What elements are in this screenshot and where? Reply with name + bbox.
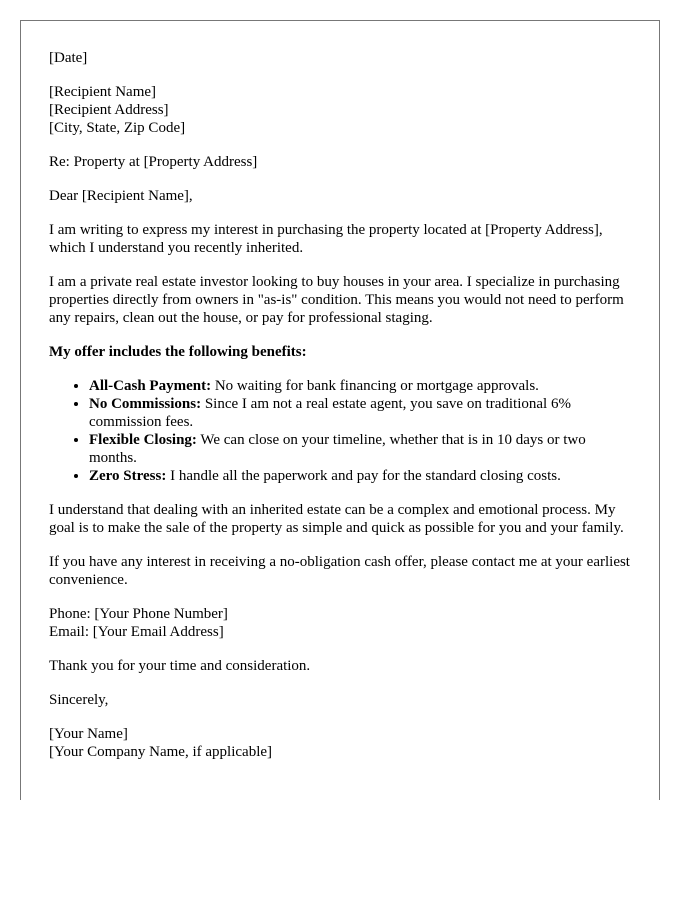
recipient-name: [Recipient Name] — [49, 84, 157, 100]
benefit-item — [89, 395, 631, 431]
recipient-address: [Recipient Address] — [49, 102, 169, 118]
signature-block — [49, 725, 631, 761]
benefit-item — [89, 377, 631, 395]
contact-phone: Phone: [Your Phone Number] — [49, 606, 228, 622]
investor-paragraph: I am a private real estate investor looking to buy houses in your area. I specialize in purchasing properties directly from owners in "as-is" condition. This means you would not need to perform any repairs, clean out the house, or pay for professional staging. — [49, 274, 624, 326]
closing-line: Sincerely, — [49, 692, 109, 708]
benefit-text: Since I am not a real estate agent, you save on traditional 6% commission fees. — [89, 396, 571, 430]
letter-date: [Date] — [49, 50, 88, 66]
benefit-text: No waiting for bank financing or mortgage approvals. — [211, 378, 539, 394]
salutation: Dear [Recipient Name], — [49, 188, 193, 204]
thanks-line: Thank you for your time and consideration. — [49, 658, 311, 674]
signature-name: [Your Name] — [49, 726, 128, 742]
intro-paragraph: I am writing to express my interest in purchasing the property located at [Property Address], which I understand you recently inherited. — [49, 222, 603, 256]
contact-request-paragraph: If you have any interest in receiving a no-obligation cash offer, please contact me at your earliest convenience. — [49, 554, 630, 588]
empathy-paragraph: I understand that dealing with an inherited estate can be a complex and emotional process. My goal is to make the sale of the property as simple and quick as possible for you and your family. — [49, 502, 624, 536]
benefits-heading: My offer includes the following benefits: — [49, 344, 307, 360]
benefit-text: I handle all the paperwork and pay for the standard closing costs. — [166, 468, 561, 484]
benefit-term: Zero Stress: — [89, 468, 167, 484]
benefit-item — [89, 431, 631, 467]
benefit-item — [89, 467, 631, 485]
benefits-list — [49, 377, 631, 485]
benefit-text: We can close on your timeline, whether that is in 10 days or two months. — [89, 432, 586, 466]
benefit-term: Flexible Closing: — [89, 432, 197, 448]
recipient-block — [49, 83, 631, 137]
subject-line: Re: Property at [Property Address] — [49, 154, 258, 170]
signature-company: [Your Company Name, if applicable] — [49, 744, 273, 760]
benefit-term: No Commissions: — [89, 396, 202, 412]
letter-page — [20, 20, 660, 800]
recipient-city-state-zip: [City, State, Zip Code] — [49, 120, 186, 136]
contact-email: Email: [Your Email Address] — [49, 624, 224, 640]
benefit-term: All-Cash Payment: — [89, 378, 212, 394]
contact-block — [49, 605, 631, 641]
